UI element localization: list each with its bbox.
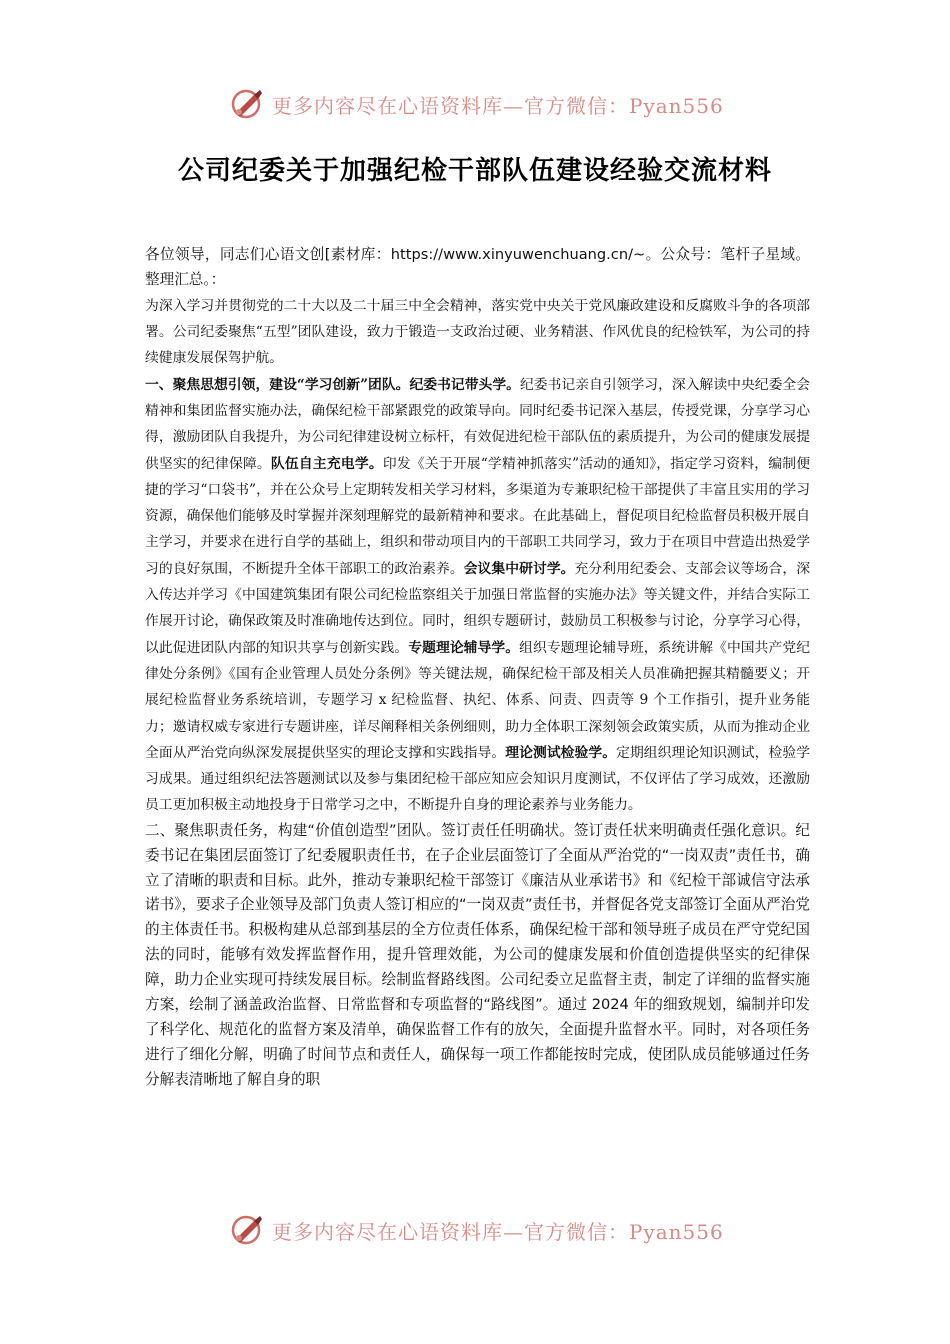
brush-logo-icon bbox=[230, 1213, 264, 1247]
section-two: 二、聚焦职责任务，构建“价值创造型”团队。签订责任任明确状。签订责任状来明确责任强化意识。纪委书记在集团层面签订了纪委履职责任书，在子企业层面签订了全面从严治党的“一岗双责”责任书，确立了清晰的职责和目标。此外，推动专兼职纪检干部签订《廉洁从业承诺书》和《纪检干部诚信守法承诺书》，要求子企业领导及部门负责人签订相应的“一岗双责”责任书，并督促各党支部签订全面从严治党的主体责任书。积极构建从总部到基层的全方位责任体系，确保纪检干部和领导班子成员在严守党纪国法的同时，能够有效发挥监督作用，提升管理效能，为公司的健康发展和价值创造提供坚实的纪律保障，助力企业实现可持续发展目标。绘制监督路线图。公司纪委立足监督主责，制定了详细的监督实施方案，绘制了涵盖政治监督、日常监督和专项监督的“路线图”。通过 2024 年的细致规划，编制并印发了科学化、规范化的监督方案及清单，确保监督工作有的放矢，全面提升监督水平。同时，对各项任务进行了细化分解，明确了时间节点和责任人，确保每一项工作都能按时完成，使团队成员能够通过任务分解表清晰地了解自身的职 bbox=[145, 821, 810, 1088]
subheading-self-study: 队伍自主充电学。 bbox=[270, 455, 383, 472]
watermark-footer bbox=[230, 1210, 790, 1250]
section-one-text-4: 组织专题理论辅导班，系统讲解《中国共产党纪律处分条例》《国有企业管理人员处分条例》等关键法规，确保纪检干部及相关人员准确把握其精髓要义；开展纪检监督业务系统培训，专题学习 x 纪检监督、执纪、体系、问责、四责等 9 个工作指引，提升业务能力；邀请权威专家进行专题讲座，详尽阐释相关条例细则，助力全体职工深刻领会政策实质，从而为推动企业全面从严治党向纵深发展提供坚实的理论支撑和实践指导。 bbox=[145, 639, 811, 761]
subheading-theory-test: 理论测试检验学。 bbox=[505, 744, 617, 761]
subheading-theory-coaching: 专题理论辅导学。 bbox=[408, 639, 520, 656]
document-body bbox=[145, 243, 810, 1093]
section-one-text-3: 充分利用纪委会、支部会议等场合，深入传达并学习《中国建筑集团有限公司纪检监察组关于加强日常监督的实施办法》等关键文件，并结合实际工作展开讨论，确保政策及时准确地传达到位。同时，组织专题研讨，鼓励员工积极参与讨论，分享学习心得，以此促进团队内部的知识共享与创新实践。 bbox=[145, 560, 811, 656]
intro-paragraph: 各位领导，同志们心语文创[素材库：https://www.xinyuwenchuang.cn/~。公众号：笔杆子星域。整理汇总。： bbox=[145, 246, 810, 288]
section-one-text-2: 印发《关于开展“学精神抓落实”活动的通知》，指定学习资料，编制便捷的学习“口袋书”，并在公众号上定期转发相关学习材料，多渠道为专兼职纪检干部提供了丰富且实用的学习资源，确保他们能够及时掌握并深刻理解党的最新精神和要求。在此基础上，督促项目纪检监督员积极开展自主学习，并要求在进行自学的基础上，组织和带动项目内的干部职工共同学习，致力于在项目中营造出热爱学习的良好氛围，不断提升全体干部职工的政治素养。 bbox=[145, 455, 810, 577]
watermark-header bbox=[230, 84, 790, 124]
subheading-secretary-study: 纪委书记带头学。 bbox=[409, 376, 520, 393]
document-title: 公司纪委关于加强纪检干部队伍建设经验交流材料 bbox=[177, 156, 772, 186]
section-one-heading: 一、聚焦思想引领，建设“学习创新”团队。 bbox=[145, 376, 410, 393]
section-one-text-1: 纪委书记亲自引领学习，深入解读中央纪委全会精神和集团监督实施办法，确保纪检干部紧跟党的政策导向。同时纪委书记深入基层，传授党课，分享学习心得，激励团队自我提升，为公司纪律建设树立标杆，有效促进纪检干部队伍的素质提升，为公司的健康发展提供坚实的纪律保障。 bbox=[145, 376, 811, 472]
brush-logo-icon bbox=[230, 87, 264, 121]
subheading-meeting-study: 会议集中研讨学。 bbox=[463, 560, 575, 577]
watermark-text: 更多内容尽在心语资料库—官方微信：Pyan556 bbox=[272, 1219, 724, 1244]
opening-paragraph: 为深入学习并贯彻党的二十大以及二十届三中全会精神，落实党中央关于党风廉政建设和反腐败斗争的各项部署。公司纪委聚焦“五型”团队建设，致力于锻造一支政治过硬、业务精湛、作风优良的纪检铁军，为公司的持续健康发展保驾护航。 bbox=[145, 297, 810, 367]
section-one-text-5: 定期组织理论知识测试，检验学习成果。通过组织纪法答题测试以及参与集团纪检干部应知应会知识月度测试，不仅评估了学习成效，还激励员工更加积极主动地投身于日常学习之中，不断提升自身的理论素养与业务能力。 bbox=[145, 744, 811, 814]
watermark-text: 更多内容尽在心语资料库—官方微信：Pyan556 bbox=[272, 93, 724, 118]
section-one bbox=[145, 372, 810, 819]
